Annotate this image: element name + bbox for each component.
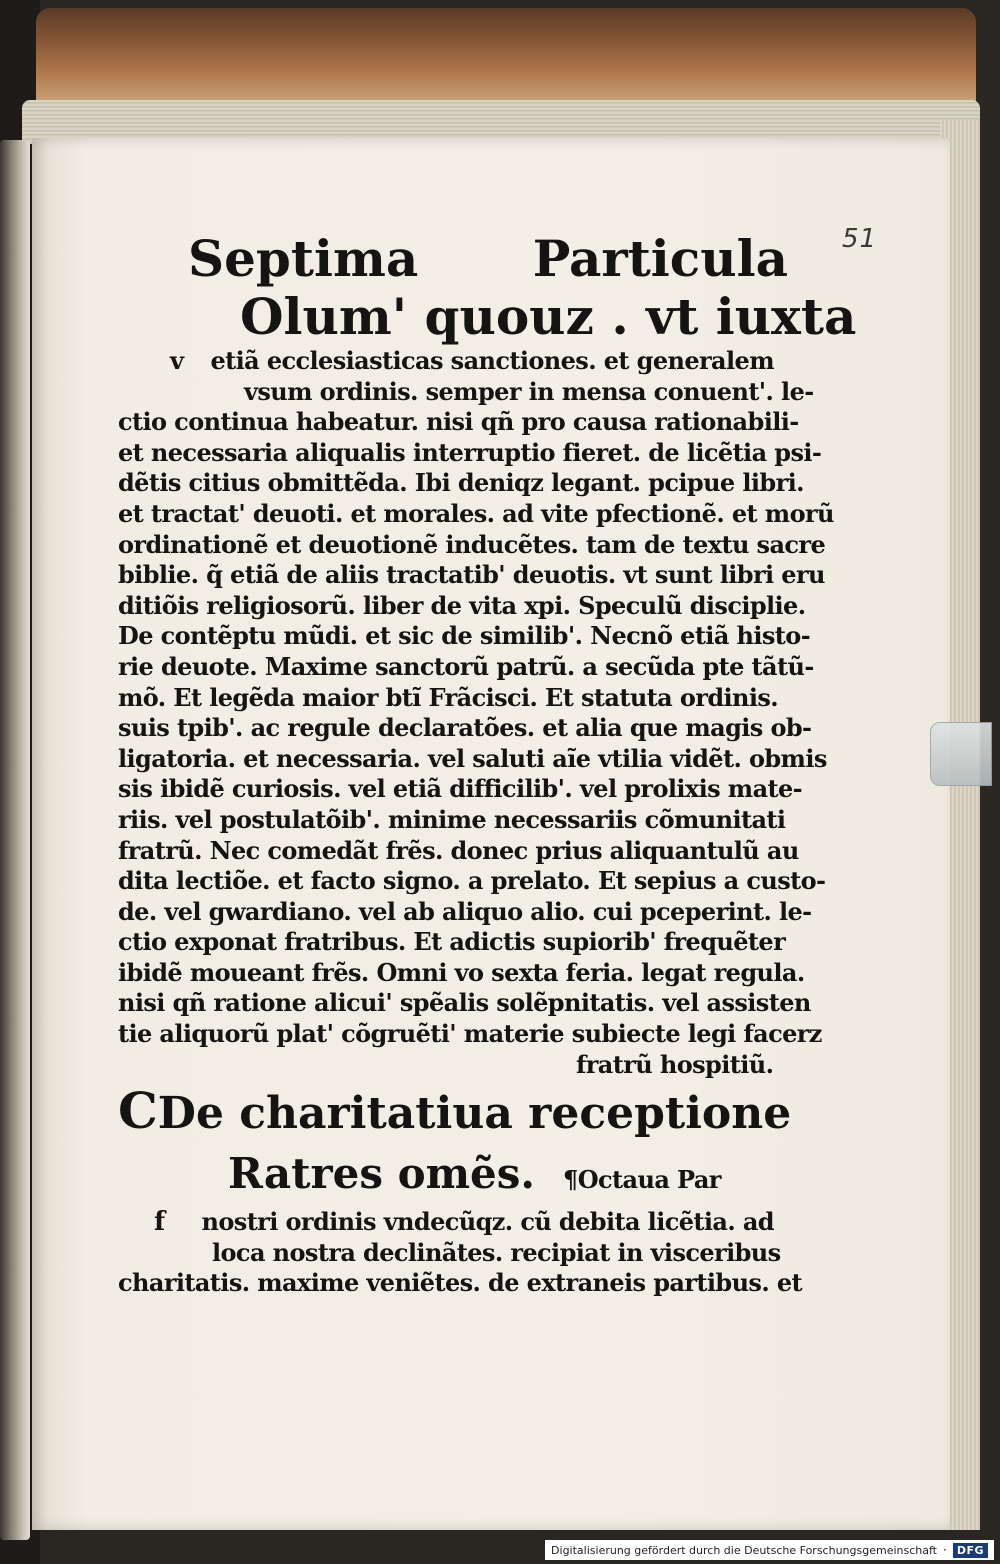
text-line: nisi qñ ratione alicui' spẽalis solẽpnitatis. vel assisten	[118, 988, 811, 1018]
section-sub-right: ¶Octaua Par	[563, 1165, 721, 1195]
text-line: tie aliquorũ plat' cõgruẽti' materie subiecte legi facerz	[118, 1019, 822, 1049]
text-line: loca nostra declinãtes. recipiat in visceribus	[212, 1237, 781, 1267]
text-line: ligatoria. et necessaria. vel saluti aĩe vtilia vidẽt. obmis	[118, 743, 827, 773]
text-line: ibidẽ moueant frẽs. Omni vo sexta feria. legat regula.	[118, 957, 805, 987]
text-line: et tractat' deuoti. et morales. ad vite pfectionẽ. et morũ	[118, 498, 834, 528]
initial-letter-v: v	[170, 346, 184, 375]
section-sub-left: Ratres omẽs.	[228, 1149, 536, 1199]
section-title: De charitatiua receptione	[157, 1088, 792, 1140]
closing-line: fratrũ hospitiũ.	[576, 1049, 774, 1079]
text-line	[118, 1207, 774, 1238]
text-line: mõ. Et legẽda maior btĩ Frãcisci. Et statuta ordinis.	[118, 682, 779, 712]
text-line-content: nostri ordinis vndecũqz. cũ debita licẽtia. ad	[201, 1207, 774, 1237]
section-subheading-row	[118, 1145, 774, 1203]
text-line: biblie. q̃ etiã de aliis tractatib' deuotis. vt sunt libri eru	[118, 560, 825, 590]
section-heading	[118, 1081, 792, 1141]
text-line	[118, 346, 774, 377]
text-line: ctio exponat fratribus. Et adictis supiorib' frequẽter	[118, 927, 786, 957]
text-line: riis. vel postulatõib'. minime necessariis cõmunitati	[118, 804, 786, 834]
page-clip-tab	[930, 722, 992, 786]
heading-left: Septima	[188, 229, 419, 288]
section-mark: C	[118, 1081, 158, 1141]
text-line: De contẽptu mũdi. et sic de similib'. Necnõ etiã histo-	[118, 621, 811, 651]
text-line: ditiõis religiosorũ. liber de vita xpi. Speculũ disciplie.	[118, 590, 806, 620]
dfg-logo: DFG	[953, 1543, 988, 1558]
heading-olum: Olum' quouz . vt iuxta	[240, 287, 857, 346]
footer-text: Digitalisierung gefördert durch die Deutsche Forschungsgemeinschaft	[551, 1543, 937, 1557]
text-block	[118, 229, 857, 1299]
heading-septima-particula	[188, 230, 788, 288]
text-line: charitatis. maxime veniẽtes. de extraneis partibus. et	[118, 1268, 803, 1298]
text-line: dita lectiõe. et facto signo. a prelato. Et sepius a custo-	[118, 866, 826, 896]
text-line: rie deuote. Maxime sanctorũ patrũ. a secũda pte tãtũ-	[118, 651, 814, 681]
initial-letter-f: f	[154, 1207, 165, 1238]
text-line: sis ibidẽ curiosis. vel etiã difficilib'. vel prolixis mate-	[118, 774, 803, 804]
text-line: de. vel gwardiano. vel ab aliquo alio. cui pceperint. le-	[118, 896, 812, 926]
separator-dot-icon: ·	[942, 1543, 947, 1557]
text-line: fratrũ. Nec comedãt frẽs. donec prius aliquantulũ au	[118, 835, 799, 865]
folio-number: 51	[842, 224, 878, 254]
text-line: dẽtis citius obmittẽda. Ibi deniqz legant. pcipue libri.	[118, 468, 804, 498]
text-line-content: etiã ecclesiasticas sanctiones. et generalem	[210, 346, 774, 375]
book-cover-left	[0, 140, 30, 1540]
text-line: ordinationẽ et deuotionẽ inducẽtes. tam de textu sacre	[118, 529, 826, 559]
footer-credit	[545, 1540, 994, 1560]
heading-right: Particula	[532, 229, 788, 288]
text-line: vsum ordinis. semper in mensa conuent'. le-	[244, 376, 814, 406]
text-line: suis tpib'. ac regule declaratões. et alia que magis ob-	[118, 713, 812, 743]
text-line: ctio continua habeatur. nisi qñ pro causa rationabili-	[118, 407, 799, 437]
text-line: et necessaria aliqualis interruptio fieret. de licẽtia psi-	[118, 437, 822, 467]
